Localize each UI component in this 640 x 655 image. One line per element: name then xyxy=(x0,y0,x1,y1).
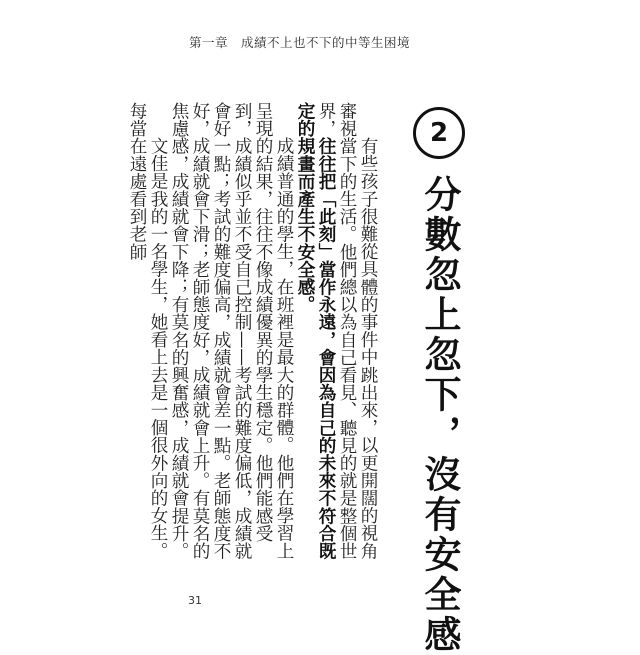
paragraph-text: 成績普通的學生，在班裡是最大的群體。他們在學習上呈現的結果，往往不像成績優異的學生穩定。他們能感受到，成績似乎並不受自己控制——考試的難度偏低，成績就會好一點；考試的難度偏高，成績就會差一點。老師態度不好，成績就會下滑；老師態度好，成績就會上升。有莫名的焦慮感，成績就會下降；有莫名的興奮感，成績就會提升。 xyxy=(169,102,294,560)
paragraph xyxy=(294,102,378,573)
page-number: 31 xyxy=(188,594,202,607)
paragraph-text: 有些孩子很難從具體的事件中跳出來，以更開闊的視角審視當下的生活。他們總以為自己看見、聽見的就是整個世界， xyxy=(316,102,378,560)
paragraph-text: 文佳是我的一名學生，她看上去是一個很外向的女生。每當在遠處看到老師 xyxy=(127,102,168,560)
body-text xyxy=(127,102,378,573)
paragraph xyxy=(126,102,168,573)
paragraph xyxy=(168,102,294,573)
emphasized-text: 往往把「此刻」當作永遠，會因為自己的未來不符合既定的規畫而產生不安全感。 xyxy=(295,102,336,560)
section-title: 分數忽上忽下，沒有安全感 xyxy=(418,175,462,655)
chapter-header: 第一章 成績不上也不下的中等生困境 xyxy=(189,35,411,50)
section-number-badge xyxy=(413,107,465,159)
section-number: 2 xyxy=(429,118,449,148)
